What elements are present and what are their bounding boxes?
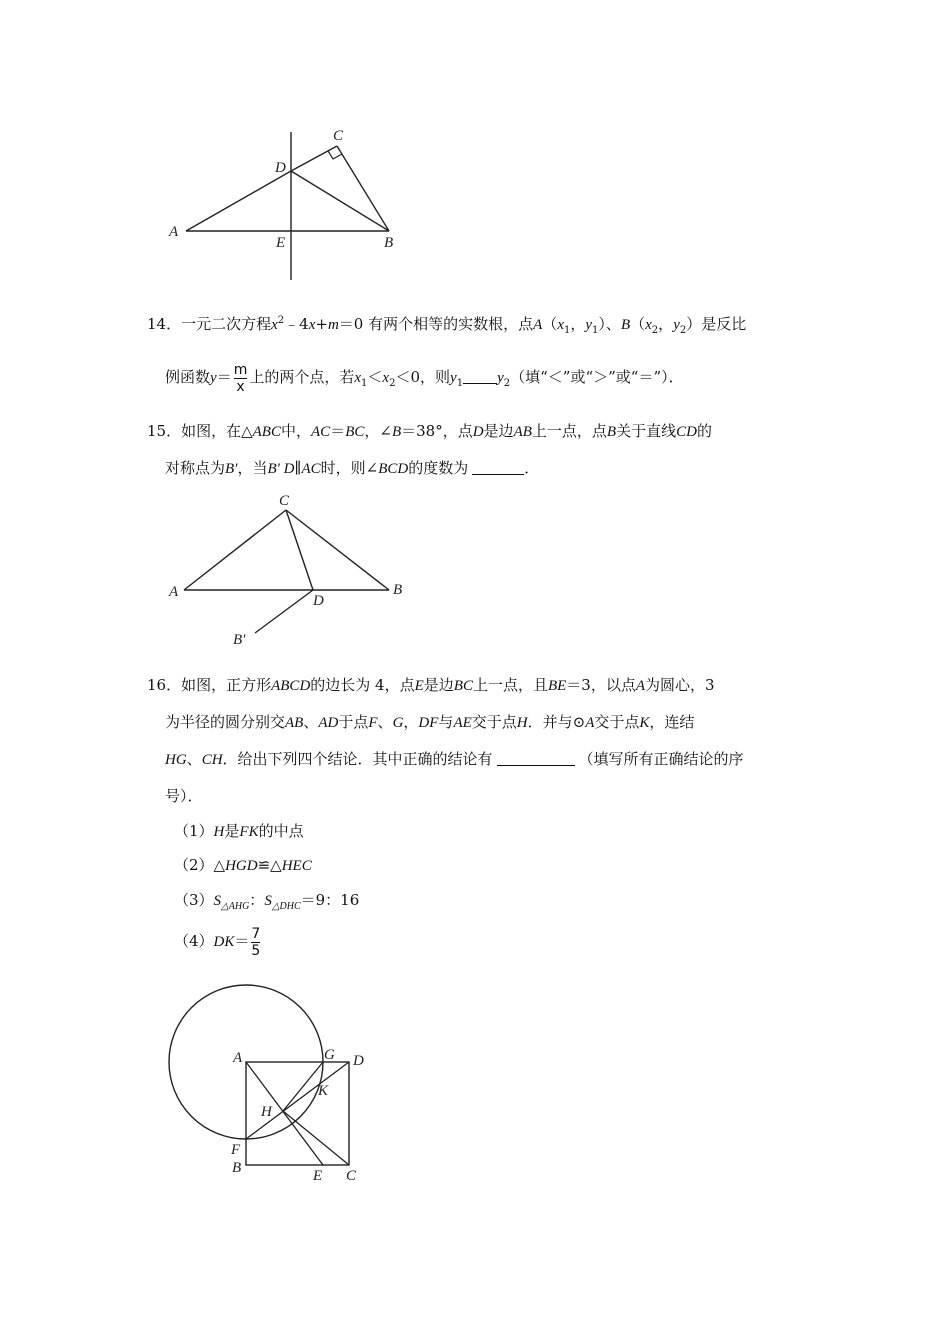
label-C: C [346,1168,357,1184]
text: 上的两个点，若 [249,368,355,386]
label-A: A [169,224,179,240]
text: ， [570,315,586,333]
var: DK [213,934,235,950]
answer-blank[interactable] [472,460,524,475]
text: ．给出下列四个结论．其中正确的结论有 [222,750,493,768]
var: HGD [225,858,258,874]
var: x [271,317,278,333]
var: HEC [281,858,312,874]
var: A [585,715,595,731]
var: AB [513,424,532,440]
var: BE [547,678,567,694]
var: BC [345,424,365,440]
numerator: m [233,361,248,378]
text: （ [542,315,558,333]
text: 、 [377,713,393,731]
figure-q15 [160,485,420,655]
text: 上一点，点 [531,422,607,440]
var: A [533,317,543,333]
label-E: E [313,1168,323,1184]
q16-line2 [165,712,694,733]
text: 交于点 [594,713,640,731]
q16-conclusion-4 [174,922,262,961]
q14-line2 [165,360,684,401]
text: ： [249,891,265,909]
text: ＝ [234,932,250,950]
sub: 1 [361,378,368,389]
label-D: D [313,593,324,609]
q16-line3 [165,749,744,770]
var: x [382,370,390,386]
text: ， [658,315,674,333]
text: ＝3，以点 [566,676,636,694]
text: （ [630,315,646,333]
var: G [392,715,404,731]
text: ≌△ [257,856,282,874]
label-D: D [353,1053,364,1069]
var: y [585,317,593,333]
text: 时，则∠ [320,459,379,477]
text: 上一点，且 [472,676,548,694]
label-B: B [384,235,394,251]
var: AD [318,715,339,731]
text: ， [403,713,419,731]
text: 为圆心，3 [645,676,715,694]
text: 号）． [165,787,203,805]
text: ＜0，则 [395,368,451,386]
var: B′ [225,461,238,477]
text: ＝0 有两个相等的实数根，点 [338,315,534,333]
label-F: F [231,1142,241,1158]
q16-conclusion-2 [174,855,312,876]
label-K: K [318,1083,329,1099]
sub: 2 [503,378,511,389]
answer-blank[interactable] [463,369,497,384]
sub: △AHG [221,901,250,912]
text: ∥ [294,459,302,477]
var: CD [676,424,697,440]
var: H [213,824,225,840]
text: 是边 [483,422,514,440]
q16-conclusion-1 [174,821,304,842]
text: ＜ [367,368,383,386]
q15-line1 [147,421,712,442]
text: 如图，正方形 [181,676,272,694]
var: ABCD [271,678,311,694]
var: AC [301,461,321,477]
text: 是 [224,822,240,840]
var: y [497,370,504,386]
var: S [213,893,222,909]
text: 一元二次方程 [181,315,272,333]
var: x [645,317,652,333]
denominator: x [236,378,245,395]
label-D: D [275,160,286,176]
label-B: B [232,1160,242,1176]
sub: 2 [389,378,396,389]
text: 中， [280,422,311,440]
q15-line2 [165,458,539,479]
sub: 1 [456,378,464,389]
text: ＝38°，点 [401,422,473,440]
var: CH [201,752,223,768]
text: ，当 [237,459,268,477]
var: HG [165,752,187,768]
text: （填写所有正确结论的序 [578,750,744,768]
text: 的 [696,422,712,440]
var: A [635,678,646,694]
text: 的边长为 4，点 [310,676,415,694]
text: ，∠ [364,422,392,440]
text: 交于点 [471,713,517,731]
sub: 2 [679,325,687,336]
var: F [368,715,378,731]
text: 的中点 [258,822,304,840]
denominator: 5 [251,942,261,959]
text: ﹣4 [284,315,309,333]
var: x [308,317,316,333]
text: ，连结 [649,713,695,731]
var: FK [239,824,259,840]
fraction-m-over-x [234,362,248,395]
label-A: A [233,1050,243,1066]
label-G: G [324,1047,335,1063]
var: B′ D [267,461,295,477]
label-C: C [333,128,344,144]
text: （2）△ [174,856,226,874]
sub: 2 [651,325,659,336]
sub: 1 [592,325,599,336]
exp: 2 [277,315,285,326]
text: 的度数为 [408,459,469,477]
label-B-prime: B′ [233,632,246,648]
var: S [264,893,272,909]
label-E: E [276,235,286,251]
var: x [354,370,362,386]
text: （4） [174,932,214,950]
var: B [620,317,631,333]
var: K [639,715,650,731]
var: D [472,424,484,440]
var: AC [311,424,331,440]
var: AB [285,715,304,731]
var: x [557,317,564,333]
q16-conclusion-3 [174,890,359,917]
question-number: 15． [147,422,182,440]
text: ＝ [216,368,232,386]
sub: △DHC [271,901,301,912]
var: H [516,715,528,731]
text: ． [524,459,540,477]
var: AE [453,715,472,731]
text: （1） [174,822,214,840]
text: 与 [438,713,454,731]
text: ）、 [598,315,621,333]
text: 对称点为 [165,459,226,477]
var: y [673,317,680,333]
numerator: 7 [251,925,261,942]
fraction-7-over-5 [251,926,260,959]
var: B [606,424,617,440]
text: ．并与⊙ [527,713,586,731]
text: （填“＜”或“＞”或“＝”）． [510,368,684,386]
q14-line1 [147,311,746,341]
answer-blank[interactable] [497,751,575,766]
var: y [210,370,217,386]
var: ABC [252,424,281,440]
figure-q16 [160,975,390,1190]
text: （3） [174,891,214,909]
var: DF [418,715,439,731]
figure-q13 [160,120,420,290]
text: 、 [186,750,202,768]
label-C: C [279,493,290,509]
var: E [414,678,424,694]
label-A: A [169,584,179,600]
text: 如图，在△ [181,422,253,440]
text: 是边 [423,676,454,694]
var: y [450,370,457,386]
var: B [391,424,402,440]
text: ）是反比 [686,315,747,333]
text: 例函数 [165,368,211,386]
text: ＝9：16 [300,891,360,909]
text: ＝ [330,422,346,440]
q16-line1 [147,675,715,696]
sub: 1 [563,325,571,336]
text: 、 [303,713,319,731]
question-number: 16． [147,676,182,694]
text: 于点 [338,713,369,731]
text: 关于直线 [616,422,677,440]
var: BCD [378,461,409,477]
question-number: 14． [147,315,182,333]
label-H: H [261,1104,272,1120]
text: + [315,315,328,333]
var: BC [453,678,473,694]
text: 为半径的圆分别交 [165,713,286,731]
label-B: B [393,582,403,598]
var: m [327,317,339,333]
q16-line4 [165,786,203,806]
